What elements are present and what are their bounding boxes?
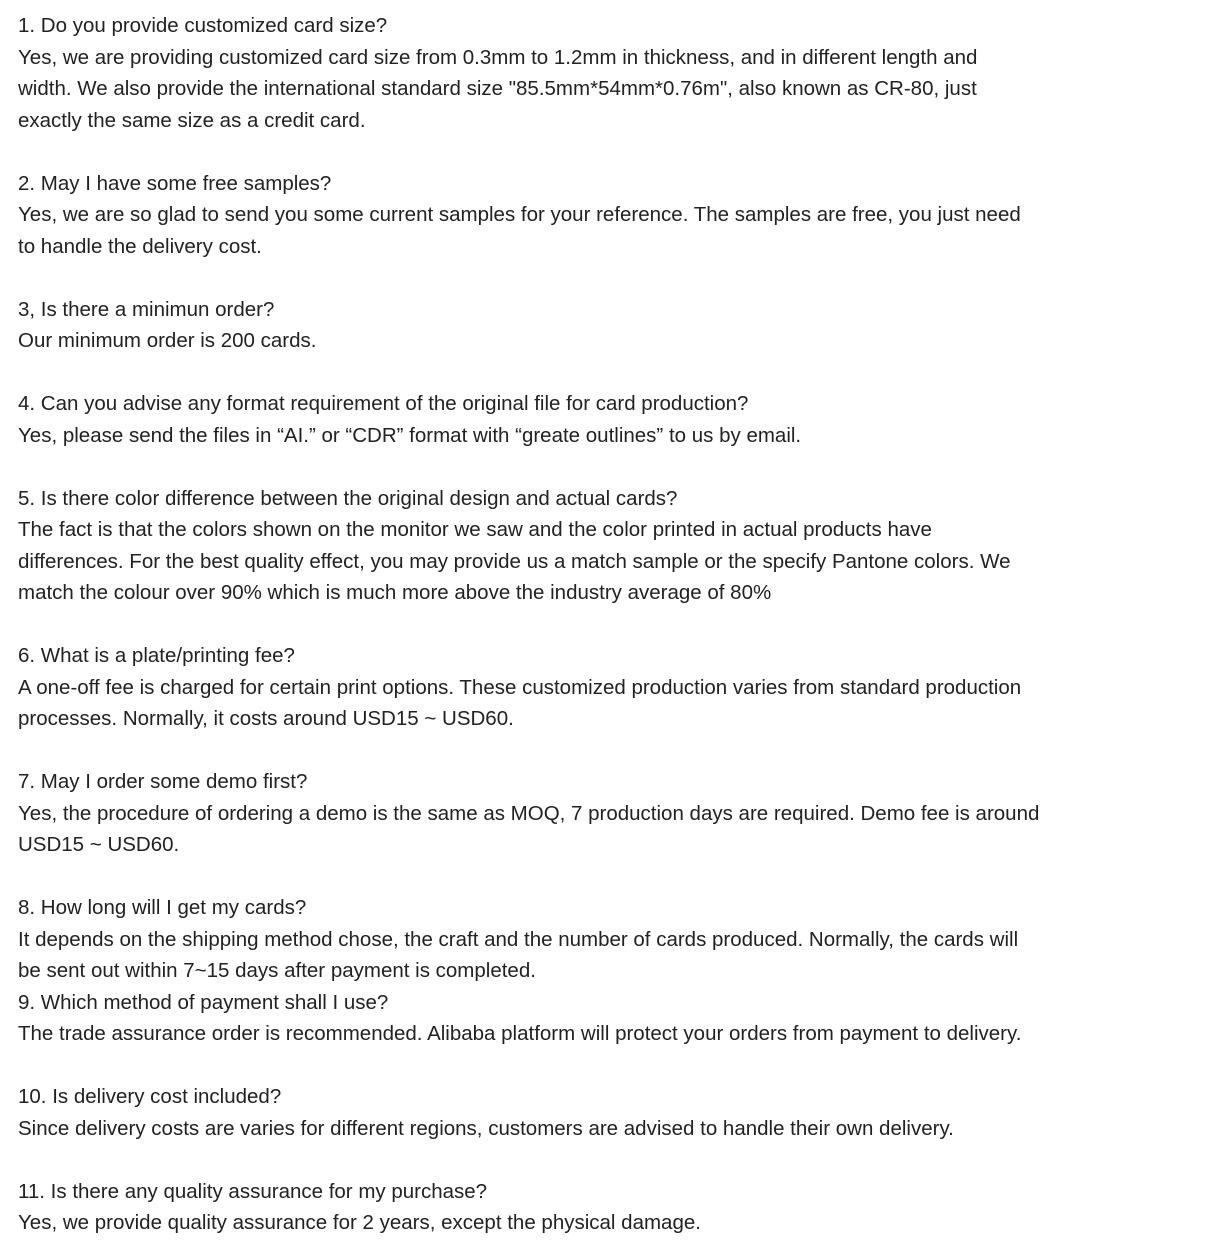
faq-question: 5. Is there color difference between the original design and actual cards? <box>18 486 678 510</box>
faq-answer-line: Our minimum order is 200 cards. <box>18 329 317 352</box>
faq-question: 3, Is there a minimun order? <box>18 297 275 321</box>
faq-item-1 <box>18 10 1198 136</box>
faq-answer-line: width. We also provide the international standard size "85.5mm*54mm*0.76m", also known as CR-80, just <box>18 77 977 100</box>
faq-answer-line: Yes, we are providing customized card size from 0.3mm to 1.2mm in thickness, and in different length and <box>18 45 978 69</box>
faq-question: 4. Can you advise any format requirement of the original file for card production? <box>18 392 749 415</box>
faq-answer-line: Yes, we are so glad to send you some current samples for your reference. The samples are free, you just need <box>18 203 1021 226</box>
faq-item-3 <box>18 294 1198 357</box>
faq-list <box>18 10 1198 1239</box>
faq-answer-line: Yes, we provide quality assurance for 2 years, except the physical damage. <box>18 1211 701 1234</box>
faq-answer <box>18 672 1198 735</box>
faq-answer <box>18 42 1198 137</box>
faq-answer <box>18 1207 1198 1239</box>
faq-answer <box>18 514 1198 609</box>
faq-answer-line: The trade assurance order is recommended. Alibaba platform will protect your orders from payment to delivery. <box>18 1022 1022 1045</box>
faq-question: 8. How long will I get my cards? <box>18 896 307 919</box>
faq-answer-line: be sent out within 7~15 days after payment is completed. <box>18 959 536 982</box>
faq-item-2 <box>18 168 1198 263</box>
faq-answer <box>18 798 1198 861</box>
faq-answer <box>18 325 1198 357</box>
faq-item-8 <box>18 892 1198 987</box>
faq-question: 11. Is there any quality assurance for my purchase? <box>18 1179 488 1203</box>
faq-item-9 <box>18 987 1198 1050</box>
faq-item-6 <box>18 640 1198 735</box>
faq-answer <box>18 1018 1198 1050</box>
faq-item-4 <box>18 388 1198 451</box>
faq-item-11 <box>18 1176 1198 1239</box>
faq-item-10 <box>18 1081 1198 1144</box>
faq-question: 7. May I order some demo first? <box>18 770 308 793</box>
faq-answer-line: USD15 ~ USD60. <box>18 833 180 856</box>
faq-answer <box>18 1113 1198 1145</box>
faq-answer-line: Since delivery costs are varies for different regions, customers are advised to handle their own delivery. <box>18 1116 954 1140</box>
faq-answer-line: Yes, the procedure of ordering a demo is the same as MOQ, 7 production days are required. Demo fee is around <box>18 801 1040 825</box>
faq-answer-line: It depends on the shipping method chose, the craft and the number of cards produced. Normally, the cards will <box>18 927 1019 951</box>
faq-answer <box>18 199 1198 262</box>
faq-item-5 <box>18 483 1198 609</box>
faq-answer-line: exactly the same size as a credit card. <box>18 108 366 132</box>
faq-answer-line: Yes, please send the files in “AI.” or “CDR” format with “greate outlines” to us by email. <box>18 423 802 447</box>
faq-question: 6. What is a plate/printing fee? <box>18 644 295 667</box>
faq-answer-line: differences. For the best quality effect, you may provide us a match sample or the specify Pantone colors. We <box>18 549 1011 573</box>
faq-question: 1. Do you provide customized card size? <box>18 14 388 37</box>
faq-question: 2. May I have some free samples? <box>18 171 332 195</box>
faq-answer-line: processes. Normally, it costs around USD15 ~ USD60. <box>18 707 514 730</box>
faq-answer <box>18 420 1198 452</box>
faq-answer-line: match the colour over 90% which is much more above the industry average of 80% <box>18 581 772 604</box>
faq-answer-line: A one-off fee is charged for certain print options. These customized production varies from standard production <box>18 675 1022 699</box>
faq-answer-line: to handle the delivery cost. <box>18 234 262 258</box>
faq-answer <box>18 924 1198 987</box>
faq-item-7 <box>18 766 1198 861</box>
faq-question: 9. Which method of payment shall I use? <box>18 990 389 1014</box>
faq-question: 10. Is delivery cost included? <box>18 1085 282 1108</box>
faq-answer-line: The fact is that the colors shown on the monitor we saw and the color printed in actual products have <box>18 518 932 541</box>
